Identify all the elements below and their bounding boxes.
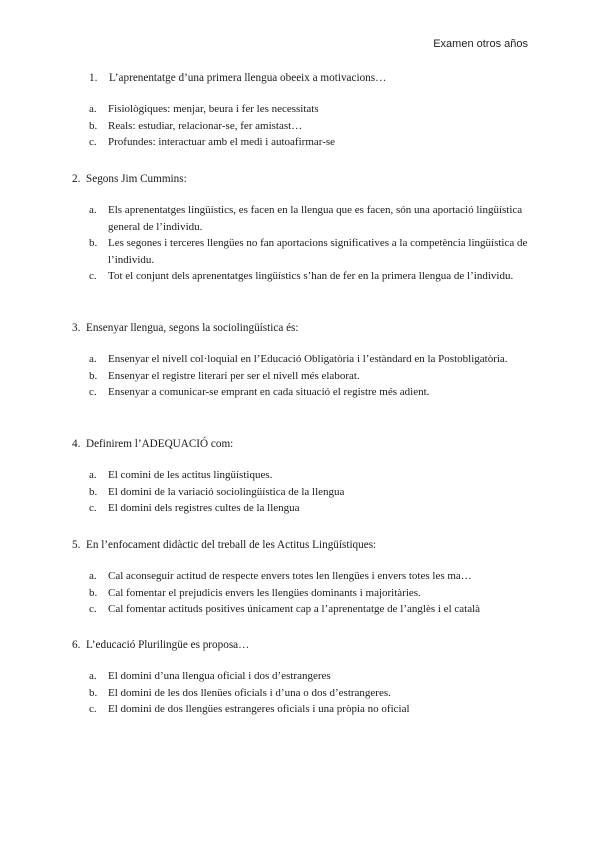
option-text: El domini de les dos llenües oficials i d’una o dos d’estrangeres. [108, 686, 391, 699]
answer-option [72, 585, 532, 602]
question-number: 3. [72, 322, 81, 334]
option-letter: c. [89, 703, 97, 715]
option-letter: a. [89, 570, 97, 582]
question-6 [72, 637, 532, 718]
question-2 [72, 171, 532, 285]
question-number: 2. [72, 173, 81, 185]
option-letter: a. [89, 469, 97, 481]
option-text: Ensenyar a comunicar-se emprant en cada situació el registre més adient. [108, 386, 430, 398]
option-text: Profundes: interactuar amb el medi i autoafirmar-se [108, 136, 336, 148]
answer-options [72, 202, 532, 285]
answer-option [72, 568, 532, 585]
answer-options [72, 568, 532, 618]
option-text: El domini de dos llengües estrangeres oficials i una pròpia no oficial [108, 703, 410, 715]
option-text: Cal aconseguir actitud de respecte envers totes len llengües i envers totes les ma… [108, 570, 472, 582]
option-letter: c. [89, 136, 97, 148]
option-text: El comini de les actitus lingüístiques. [108, 469, 273, 481]
option-text: Cal fomentar actituds positives únicament cap a l’aprenentatge de l’anglès i el català [108, 603, 481, 615]
answer-option [72, 467, 532, 484]
answer-option [72, 235, 532, 268]
option-letter: b. [89, 485, 98, 498]
answer-option [72, 134, 532, 151]
option-text: Cal fomentar el prejudicis envers les llengües dominants i majoritàries. [108, 586, 421, 599]
question-text: Segons Jim Cummins: [86, 173, 187, 185]
answer-options [72, 668, 532, 718]
answer-option [72, 685, 532, 702]
option-letter: b. [89, 686, 98, 699]
answer-option [72, 351, 532, 368]
option-letter: b. [89, 119, 98, 132]
option-text: Les segones i terceres llengües no fan aportacions significatives a la competència lingüística de l’individu. [108, 237, 528, 266]
question-number: 4. [72, 438, 81, 450]
option-letter: a. [89, 353, 97, 365]
page-header: Examen otros años [433, 38, 528, 50]
question-stem [72, 637, 532, 654]
option-letter: b. [89, 586, 98, 599]
answer-option [72, 368, 532, 385]
option-letter: b. [89, 369, 98, 382]
option-letter: c. [89, 386, 97, 398]
option-letter: c. [89, 270, 97, 282]
answer-options [72, 101, 532, 151]
answer-option [72, 268, 532, 285]
answer-option [72, 484, 532, 501]
question-text: L’aprenentatge d’una primera llengua obeeix a motivacions… [109, 72, 387, 84]
question-stem [72, 436, 532, 453]
answer-option [72, 118, 532, 135]
question-stem [72, 70, 532, 87]
answer-option [72, 101, 532, 118]
answer-option [72, 668, 532, 685]
option-letter: c. [89, 603, 97, 615]
question-3 [72, 320, 532, 401]
question-text: L’educació Plurilingüe es proposa… [86, 639, 250, 651]
question-number: 5. [72, 539, 81, 551]
question-number: 1. [89, 72, 98, 84]
answer-option [72, 500, 532, 517]
option-letter: a. [89, 204, 97, 216]
answer-option [72, 701, 532, 718]
answer-options [72, 467, 532, 517]
question-stem [72, 171, 532, 188]
option-text: Els aprenentatges lingüístics, es facen en la llengua que es facen, són una aportació lingüística general de l’individu. [108, 204, 523, 233]
option-text: El domini dels registres cultes de la llengua [108, 502, 300, 514]
option-text: El domini d’una llengua oficial i dos d’estrangeres [108, 670, 331, 682]
answer-options [72, 351, 532, 401]
option-text: Tot el conjunt dels aprenentatges lingüístics s’han de fer en la primera llengua de l’individu. [108, 270, 514, 282]
question-stem [72, 537, 532, 554]
question-number: 6. [72, 639, 81, 651]
answer-option [72, 384, 532, 401]
question-4 [72, 436, 532, 517]
question-stem [72, 320, 532, 337]
question-5 [72, 537, 532, 618]
option-letter: b. [89, 237, 98, 249]
question-text: En l’enfocament didàctic del treball de les Actitus Lingüístiques: [86, 539, 377, 551]
option-letter: c. [89, 502, 97, 514]
answer-option [72, 601, 532, 618]
option-letter: a. [89, 103, 97, 115]
answer-option [72, 202, 532, 235]
option-text: Ensenyar el nivell col·loquial en l’Educació Obligatòria i l’estàndard en la Postobligatòria. [108, 353, 508, 365]
question-1 [72, 70, 532, 151]
option-text: El domini de la variació sociolingüística de la llengua [108, 485, 345, 498]
question-text: Definirem l’ADEQUACIÓ com: [86, 438, 234, 450]
option-text: Reals: estudiar, relacionar-se, fer amistast… [108, 119, 303, 132]
option-text: Ensenyar el registre literari per ser el nivell més elaborat. [108, 369, 360, 382]
option-text: Fisiològiques: menjar, beura i fer les necessitats [108, 103, 319, 115]
question-text: Ensenyar llengua, segons la sociolingüística és: [86, 322, 299, 334]
option-letter: a. [89, 670, 97, 682]
